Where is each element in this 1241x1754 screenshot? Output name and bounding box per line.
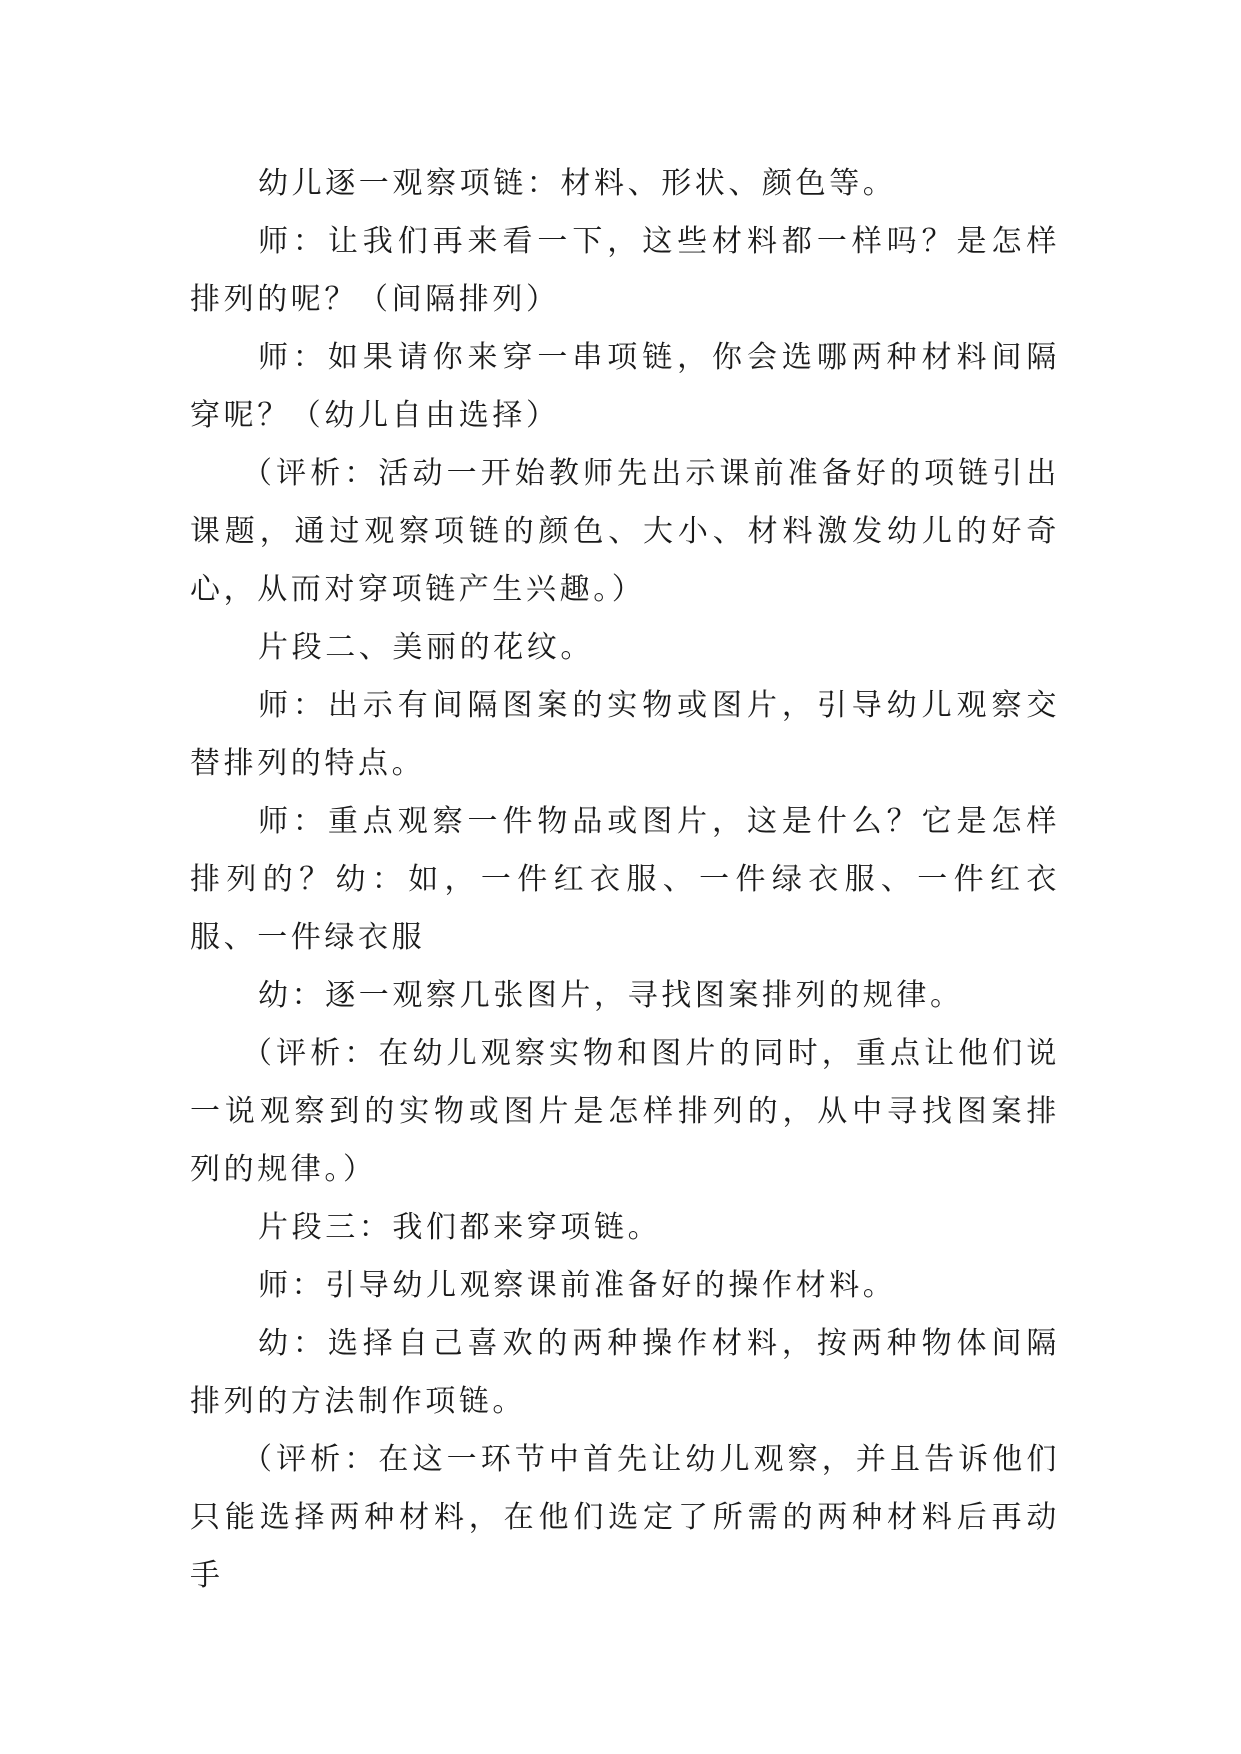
section-heading-3: 片段三：我们都来穿项链。 [258,1210,662,1245]
paragraph-commentary-2: （评析：在幼儿观察实物和图片的同时，重点让他们说一说观察到的实物或图片是怎样排列的，从中寻找图案排列的规律。） [190,1036,1060,1187]
paragraph-teacher-show-patterns: 师：出示有间隔图案的实物或图片，引导幼儿观察交替排列的特点。 [190,688,1060,781]
document-body [190,155,1060,1605]
paragraph-child-observe-pictures: 幼：逐一观察几张图片，寻找图案排列的规律。 [258,978,964,1013]
paragraph-teacher-guide-materials: 师：引导幼儿观察课前准备好的操作材料。 [258,1268,897,1303]
paragraph-child-make-necklace: 幼：选择自己喜欢的两种操作材料，按两种物体间隔排列的方法制作项链。 [190,1326,1060,1419]
section-heading-2: 片段二、美丽的花纹。 [258,630,594,665]
paragraph-observe-necklace: 幼儿逐一观察项链：材料、形状、颜色等。 [258,166,897,201]
paragraph-teacher-choose-materials: 师：如果请你来穿一串项链，你会选哪两种材料间隔穿呢？（幼儿自由选择） [190,340,1060,433]
paragraph-commentary-3: （评析：在这一环节中首先让幼儿观察，并且告诉他们只能选择两种材料，在他们选定了所需的两种材料后再动手 [190,1442,1060,1593]
paragraph-teacher-arrangement-question: 师：让我们再来看一下，这些材料都一样吗？是怎样排列的呢？（间隔排列） [190,224,1060,317]
paragraph-commentary-1: （评析：活动一开始教师先出示课前准备好的项链引出课题，通过观察项链的颜色、大小、材料激发幼儿的好奇心，从而对穿项链产生兴趣。） [190,456,1060,607]
paragraph-teacher-focus-observe: 师：重点观察一件物品或图片，这是什么？它是怎样排列的？幼：如，一件红衣服、一件绿衣服、一件红衣服、一件绿衣服 [190,804,1060,955]
